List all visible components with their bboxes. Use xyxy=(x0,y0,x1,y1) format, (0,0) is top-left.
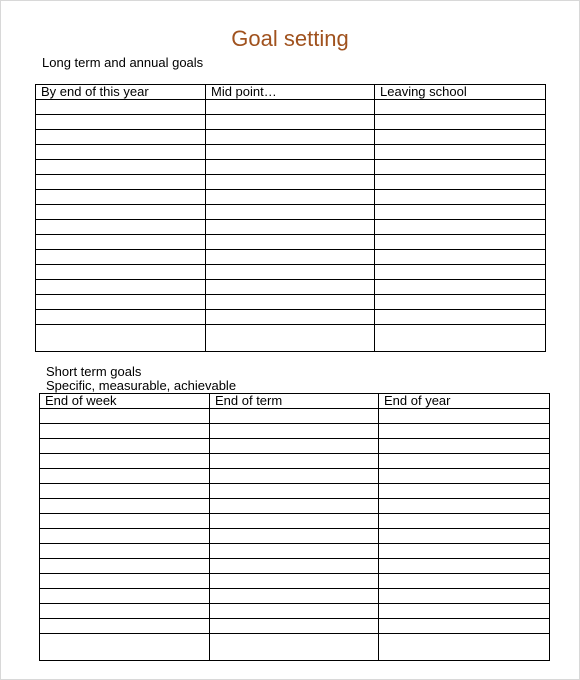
table-cell[interactable] xyxy=(206,145,375,160)
table-cell[interactable] xyxy=(40,529,210,544)
table-cell[interactable] xyxy=(375,295,546,310)
table-row xyxy=(40,574,550,589)
table-cell[interactable] xyxy=(379,619,550,634)
table-cell[interactable] xyxy=(375,100,546,115)
table-cell[interactable] xyxy=(36,235,206,250)
table-row xyxy=(40,634,550,661)
table-cell[interactable] xyxy=(36,100,206,115)
table-row xyxy=(40,559,550,574)
table-row xyxy=(36,265,546,280)
table-cell[interactable] xyxy=(379,544,550,559)
table-row xyxy=(36,205,546,220)
table-cell[interactable] xyxy=(36,115,206,130)
table-cell[interactable] xyxy=(210,424,379,439)
table-cell[interactable] xyxy=(375,160,546,175)
table-cell[interactable] xyxy=(379,514,550,529)
table-cell[interactable] xyxy=(375,265,546,280)
table-cell[interactable] xyxy=(36,160,206,175)
table-row xyxy=(40,424,550,439)
table-cell[interactable] xyxy=(40,589,210,604)
column-header: Leaving school xyxy=(375,85,546,100)
table-row xyxy=(40,619,550,634)
table-cell[interactable] xyxy=(36,280,206,295)
table-cell[interactable] xyxy=(379,499,550,514)
table-cell[interactable] xyxy=(379,589,550,604)
long-term-heading: Long term and annual goals xyxy=(42,55,204,70)
table-cell[interactable] xyxy=(36,250,206,265)
table-row xyxy=(36,145,546,160)
page-title: Goal setting xyxy=(231,26,349,51)
table-row xyxy=(40,499,550,514)
table-cell[interactable] xyxy=(210,529,379,544)
column-header: End of term xyxy=(210,394,379,409)
table-cell[interactable] xyxy=(210,439,379,454)
table-cell[interactable] xyxy=(379,634,550,661)
table-row xyxy=(36,295,546,310)
table-cell[interactable] xyxy=(375,325,546,352)
table-cell[interactable] xyxy=(206,205,375,220)
short-term-goals-table xyxy=(39,393,550,661)
table-cell[interactable] xyxy=(206,250,375,265)
table-row xyxy=(40,484,550,499)
table-row xyxy=(36,100,546,115)
table-cell[interactable] xyxy=(40,424,210,439)
table-cell[interactable] xyxy=(206,100,375,115)
column-header: By end of this year xyxy=(36,85,206,100)
table-row xyxy=(40,469,550,484)
table-row xyxy=(40,439,550,454)
table-cell[interactable] xyxy=(40,544,210,559)
table-cell[interactable] xyxy=(375,190,546,205)
table-cell[interactable] xyxy=(206,190,375,205)
table-cell[interactable] xyxy=(379,409,550,424)
table-cell[interactable] xyxy=(36,205,206,220)
table-cell[interactable] xyxy=(36,130,206,145)
table-cell[interactable] xyxy=(210,574,379,589)
table-cell[interactable] xyxy=(206,220,375,235)
table-cell[interactable] xyxy=(206,265,375,280)
table-cell[interactable] xyxy=(40,574,210,589)
table-cell[interactable] xyxy=(375,115,546,130)
table-cell[interactable] xyxy=(375,205,546,220)
table-cell[interactable] xyxy=(206,175,375,190)
table-cell[interactable] xyxy=(206,295,375,310)
table-row xyxy=(36,280,546,295)
table-cell[interactable] xyxy=(36,310,206,325)
table-cell[interactable] xyxy=(379,574,550,589)
table-cell[interactable] xyxy=(36,190,206,205)
table-row xyxy=(36,190,546,205)
table-cell[interactable] xyxy=(210,619,379,634)
table-cell[interactable] xyxy=(379,559,550,574)
table-cell[interactable] xyxy=(36,265,206,280)
table-header-row xyxy=(36,85,546,100)
table-cell[interactable] xyxy=(40,469,210,484)
table-row xyxy=(40,589,550,604)
table-cell[interactable] xyxy=(36,175,206,190)
table-cell[interactable] xyxy=(40,559,210,574)
table-cell[interactable] xyxy=(206,235,375,250)
table-cell[interactable] xyxy=(379,424,550,439)
column-header: End of week xyxy=(40,394,210,409)
long-term-goals-table xyxy=(35,84,546,352)
table-cell[interactable] xyxy=(36,145,206,160)
table-cell[interactable] xyxy=(210,604,379,619)
table-cell[interactable] xyxy=(210,559,379,574)
table-cell[interactable] xyxy=(375,130,546,145)
table-cell[interactable] xyxy=(210,484,379,499)
table-header-row xyxy=(40,394,550,409)
table-cell[interactable] xyxy=(210,514,379,529)
table-row xyxy=(36,160,546,175)
table-row xyxy=(40,409,550,424)
table-cell[interactable] xyxy=(40,499,210,514)
table-row xyxy=(36,250,546,265)
table-row xyxy=(36,175,546,190)
table-row xyxy=(40,529,550,544)
table-cell[interactable] xyxy=(40,409,210,424)
table-cell[interactable] xyxy=(40,439,210,454)
column-header: Mid point… xyxy=(206,85,375,100)
column-header: End of year xyxy=(379,394,550,409)
table-cell[interactable] xyxy=(210,634,379,661)
table-cell[interactable] xyxy=(40,484,210,499)
table-row xyxy=(36,325,546,352)
table-cell[interactable] xyxy=(206,280,375,295)
table-row xyxy=(36,310,546,325)
short-term-heading: Short term goals xyxy=(46,364,142,379)
table-cell[interactable] xyxy=(375,250,546,265)
table-cell[interactable] xyxy=(375,235,546,250)
table-cell[interactable] xyxy=(375,280,546,295)
table-cell[interactable] xyxy=(36,220,206,235)
table-cell[interactable] xyxy=(210,454,379,469)
table-cell[interactable] xyxy=(210,469,379,484)
table-cell[interactable] xyxy=(206,130,375,145)
table-cell[interactable] xyxy=(40,604,210,619)
table-row xyxy=(36,235,546,250)
table-cell[interactable] xyxy=(379,604,550,619)
table-cell[interactable] xyxy=(40,514,210,529)
table-row xyxy=(36,220,546,235)
table-cell[interactable] xyxy=(206,115,375,130)
table-cell[interactable] xyxy=(36,295,206,310)
table-row xyxy=(40,454,550,469)
table-row xyxy=(40,604,550,619)
table-cell[interactable] xyxy=(210,544,379,559)
table-cell[interactable] xyxy=(210,499,379,514)
table-row xyxy=(36,115,546,130)
table-cell[interactable] xyxy=(375,145,546,160)
table-cell[interactable] xyxy=(40,454,210,469)
table-cell[interactable] xyxy=(210,409,379,424)
table-cell[interactable] xyxy=(379,469,550,484)
short-term-subheading: Specific, measurable, achievable xyxy=(46,378,237,393)
table-cell[interactable] xyxy=(206,310,375,325)
table-cell[interactable] xyxy=(206,325,375,352)
table-cell[interactable] xyxy=(375,220,546,235)
table-cell[interactable] xyxy=(379,454,550,469)
table-cell[interactable] xyxy=(40,634,210,661)
table-cell[interactable] xyxy=(379,529,550,544)
table-cell[interactable] xyxy=(375,310,546,325)
table-cell[interactable] xyxy=(206,160,375,175)
table-cell[interactable] xyxy=(210,589,379,604)
table-row xyxy=(40,544,550,559)
table-row xyxy=(36,130,546,145)
table-row xyxy=(40,514,550,529)
table-cell[interactable] xyxy=(379,484,550,499)
table-cell[interactable] xyxy=(36,325,206,352)
table-cell[interactable] xyxy=(40,619,210,634)
table-cell[interactable] xyxy=(379,439,550,454)
table-cell[interactable] xyxy=(375,175,546,190)
